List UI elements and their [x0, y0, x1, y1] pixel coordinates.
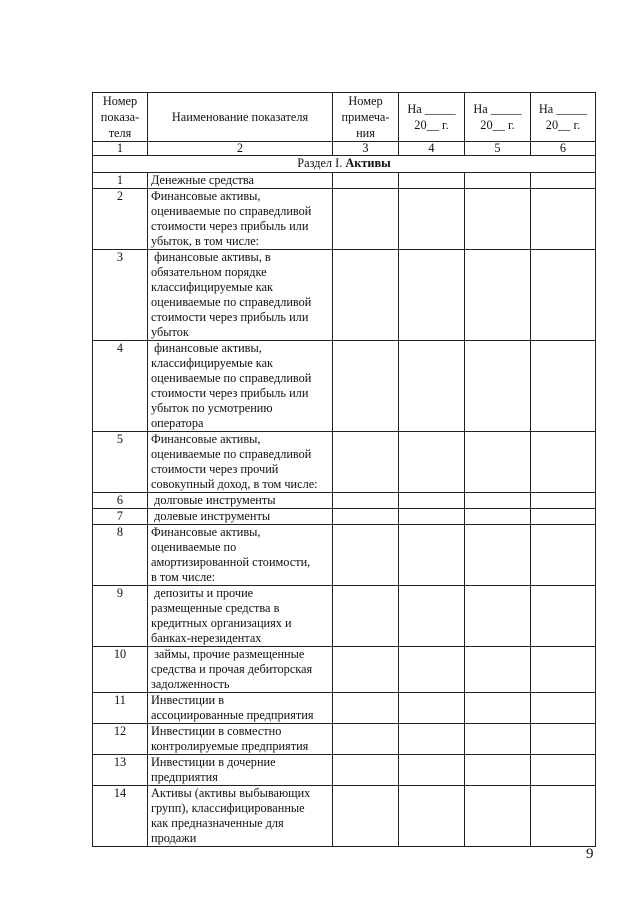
row-name: долевые инструменты	[148, 509, 333, 525]
value-cell	[465, 525, 531, 586]
header-period-2: На _____ 20__ г.	[465, 93, 531, 142]
value-cell	[465, 341, 531, 432]
page-number: 9	[586, 846, 594, 862]
table-row	[93, 755, 596, 786]
value-cell	[465, 586, 531, 647]
row-name: Финансовые активы, оцениваемые по амортизированной стоимости, в том числе:	[148, 525, 333, 586]
row-name: Активы (активы выбывающих групп), классифицированные как предназначенные для продажи	[148, 786, 333, 847]
row-number: 12	[93, 724, 148, 755]
value-cell	[465, 693, 531, 724]
header-row	[93, 93, 596, 142]
table-row	[93, 647, 596, 693]
value-cell	[333, 341, 399, 432]
column-number-row	[93, 142, 596, 156]
row-name: Финансовые активы, оцениваемые по справедливой стоимости через прибыль или убыток, в том числе:	[148, 189, 333, 250]
table-row	[93, 493, 596, 509]
row-number: 3	[93, 250, 148, 341]
value-cell	[399, 724, 465, 755]
section-title: Активы	[345, 156, 391, 170]
value-cell	[465, 493, 531, 509]
value-cell	[531, 525, 596, 586]
header-period-1: На _____ 20__ г.	[399, 93, 465, 142]
table-row	[93, 724, 596, 755]
table-row	[93, 189, 596, 250]
value-cell	[333, 173, 399, 189]
value-cell	[399, 509, 465, 525]
table-row	[93, 509, 596, 525]
value-cell	[465, 724, 531, 755]
row-number: 9	[93, 586, 148, 647]
table-row	[93, 341, 596, 432]
column-number: 3	[333, 142, 399, 156]
value-cell	[531, 647, 596, 693]
value-cell	[333, 755, 399, 786]
value-cell	[333, 432, 399, 493]
row-name: Инвестиции в совместно контролируемые предприятия	[148, 724, 333, 755]
value-cell	[465, 647, 531, 693]
table-row	[93, 786, 596, 847]
value-cell	[333, 647, 399, 693]
row-name: депозиты и прочие размещенные средства в кредитных организациях и банках-нерезидентах	[148, 586, 333, 647]
value-cell	[333, 509, 399, 525]
row-number: 14	[93, 786, 148, 847]
value-cell	[465, 250, 531, 341]
row-name: финансовые активы, в обязательном порядке классифицируемые как оцениваемые по справедливой стоимости через прибыль или убыток	[148, 250, 333, 341]
value-cell	[399, 173, 465, 189]
value-cell	[465, 173, 531, 189]
row-name: Финансовые активы, оцениваемые по справедливой стоимости через прочий совокупный доход, в том числе:	[148, 432, 333, 493]
table-row	[93, 173, 596, 189]
row-number: 8	[93, 525, 148, 586]
row-name: Денежные средства	[148, 173, 333, 189]
value-cell	[531, 250, 596, 341]
value-cell	[465, 786, 531, 847]
value-cell	[333, 693, 399, 724]
value-cell	[333, 189, 399, 250]
value-cell	[333, 250, 399, 341]
assets-report-table	[92, 92, 596, 847]
value-cell	[399, 189, 465, 250]
row-number: 5	[93, 432, 148, 493]
value-cell	[531, 189, 596, 250]
value-cell	[399, 786, 465, 847]
value-cell	[531, 724, 596, 755]
value-cell	[531, 693, 596, 724]
value-cell	[399, 755, 465, 786]
value-cell	[399, 341, 465, 432]
value-cell	[531, 432, 596, 493]
value-cell	[399, 586, 465, 647]
value-cell	[531, 341, 596, 432]
column-number: 6	[531, 142, 596, 156]
value-cell	[531, 586, 596, 647]
value-cell	[531, 173, 596, 189]
row-name: долговые инструменты	[148, 493, 333, 509]
row-name: Инвестиции в ассоциированные предприятия	[148, 693, 333, 724]
header-period-3: На _____ 20__ г.	[531, 93, 596, 142]
value-cell	[465, 755, 531, 786]
row-number: 13	[93, 755, 148, 786]
row-name: Инвестиции в дочерние предприятия	[148, 755, 333, 786]
row-number: 6	[93, 493, 148, 509]
value-cell	[399, 493, 465, 509]
row-name: займы, прочие размещенные средства и прочая дебиторская задолженность	[148, 647, 333, 693]
row-number: 2	[93, 189, 148, 250]
table-row	[93, 693, 596, 724]
column-number: 1	[93, 142, 148, 156]
value-cell	[333, 786, 399, 847]
table-row	[93, 250, 596, 341]
value-cell	[333, 724, 399, 755]
section-heading	[93, 156, 596, 173]
value-cell	[399, 647, 465, 693]
header-indicator-number: Номер показа- теля	[93, 93, 148, 142]
row-number: 7	[93, 509, 148, 525]
column-number: 5	[465, 142, 531, 156]
value-cell	[333, 493, 399, 509]
value-cell	[531, 493, 596, 509]
row-number: 10	[93, 647, 148, 693]
column-number: 2	[148, 142, 333, 156]
value-cell	[465, 509, 531, 525]
row-number: 4	[93, 341, 148, 432]
section-prefix: Раздел I.	[297, 156, 346, 170]
value-cell	[465, 189, 531, 250]
row-name: финансовые активы, классифицируемые как оцениваемые по справедливой стоимости через прибыль или убыток по усмотрению оператора	[148, 341, 333, 432]
value-cell	[531, 755, 596, 786]
value-cell	[399, 432, 465, 493]
value-cell	[399, 250, 465, 341]
section-row	[93, 156, 596, 173]
header-note-number: Номер примеча- ния	[333, 93, 399, 142]
column-number: 4	[399, 142, 465, 156]
value-cell	[333, 586, 399, 647]
value-cell	[465, 432, 531, 493]
row-number: 1	[93, 173, 148, 189]
value-cell	[531, 786, 596, 847]
header-indicator-name: Наименование показателя	[148, 93, 333, 142]
value-cell	[531, 509, 596, 525]
value-cell	[399, 525, 465, 586]
value-cell	[333, 525, 399, 586]
table-row	[93, 525, 596, 586]
value-cell	[399, 693, 465, 724]
table-row	[93, 586, 596, 647]
table-row	[93, 432, 596, 493]
row-number: 11	[93, 693, 148, 724]
